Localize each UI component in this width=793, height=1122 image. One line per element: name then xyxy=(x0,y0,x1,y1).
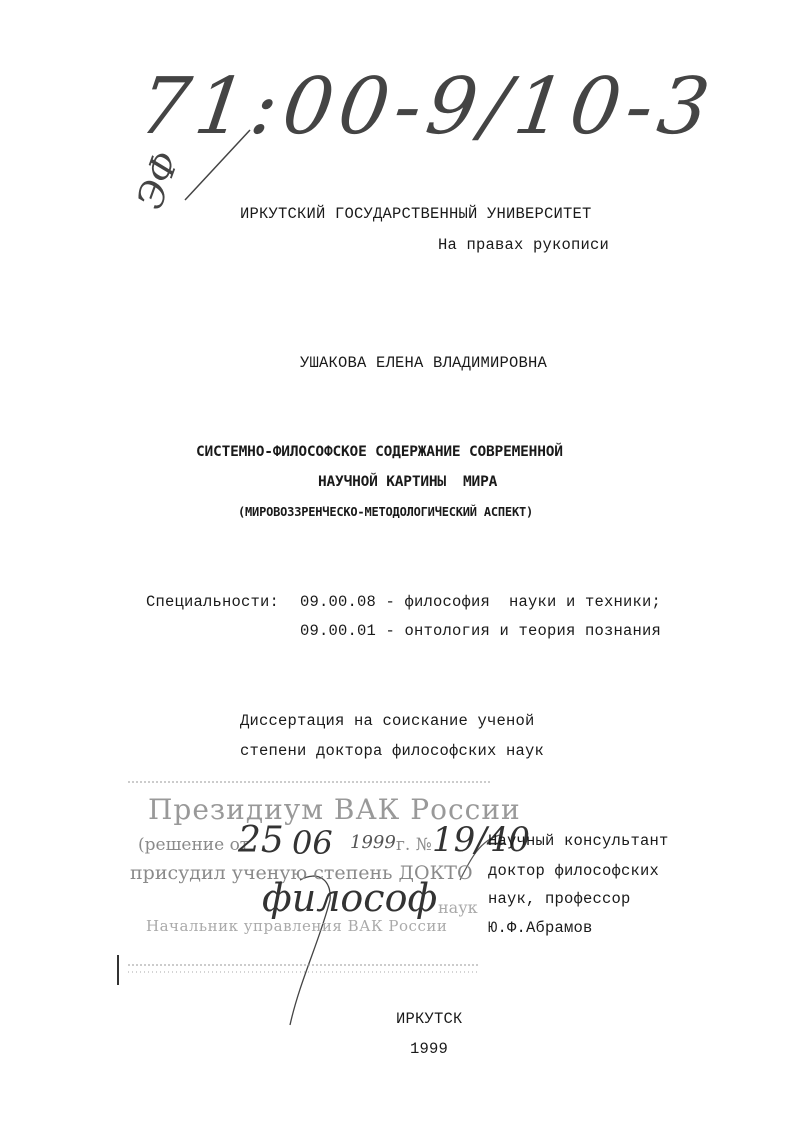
archive-code-handwritten: 71:00-9/10-3 xyxy=(133,62,721,152)
manuscript-note: На правах рукописи xyxy=(438,236,610,254)
stamp-day-handwritten: 25 xyxy=(238,820,284,861)
title-line-2: НАУЧНОЙ КАРТИНЫ МИРА xyxy=(318,474,498,490)
advisor-line-4: Ю.Ф.Абрамов xyxy=(488,919,593,937)
stamp-line-5: Начальник управления ВАК России xyxy=(146,917,448,935)
stamp-line-3: присудил ученую степень ДОКТО xyxy=(130,862,473,884)
stamp-line-1: Президиум ВАК России xyxy=(148,793,521,826)
stamp-line-3-handwritten: философ xyxy=(262,876,438,920)
advisor-line-2: доктор философских xyxy=(488,862,660,880)
specialty-2: 09.00.01 - онтология и теория познания xyxy=(300,622,662,640)
advisor-line-1: Научный консультант xyxy=(488,832,669,850)
title-line-1: СИСТЕМНО-ФИЛОСОФСКОЕ СОДЕРЖАНИЕ СОВРЕМЕННОЙ xyxy=(196,444,563,460)
author-name: УШАКОВА ЕЛЕНА ВЛАДИМИРОВНА xyxy=(300,354,548,372)
stamp-number-handwritten: 19/40 xyxy=(432,820,530,860)
degree-line-2: степени доктора философских наук xyxy=(240,742,545,760)
advisor-line-3: наук, профессор xyxy=(488,890,631,908)
degree-line-1: Диссертация на соискание ученой xyxy=(240,712,535,730)
year: 1999 xyxy=(410,1040,449,1058)
specialty-1: 09.00.08 - философия науки и техники; xyxy=(300,593,662,611)
stamp-month-handwritten: 06 xyxy=(292,824,333,862)
stamp-year: 1999 xyxy=(350,832,396,853)
specialty-label: Специальности: xyxy=(146,593,280,611)
stamp-line-4: наук xyxy=(438,898,478,917)
stamp-number-label: г. № xyxy=(396,835,432,855)
stamp-line-2-prefix: (решение от xyxy=(138,835,250,855)
city: ИРКУТСК xyxy=(396,1010,463,1028)
university-name: ИРКУТСКИЙ ГОСУДАРСТВЕННЫЙ УНИВЕРСИТЕТ xyxy=(240,205,592,223)
title-line-3: (МИРОВОЗЗРЕНЧЕСКО-МЕТОДОЛОГИЧЕСКИЙ АСПЕКТ) xyxy=(238,505,534,519)
initials-handwritten: ЭФ xyxy=(129,146,188,215)
